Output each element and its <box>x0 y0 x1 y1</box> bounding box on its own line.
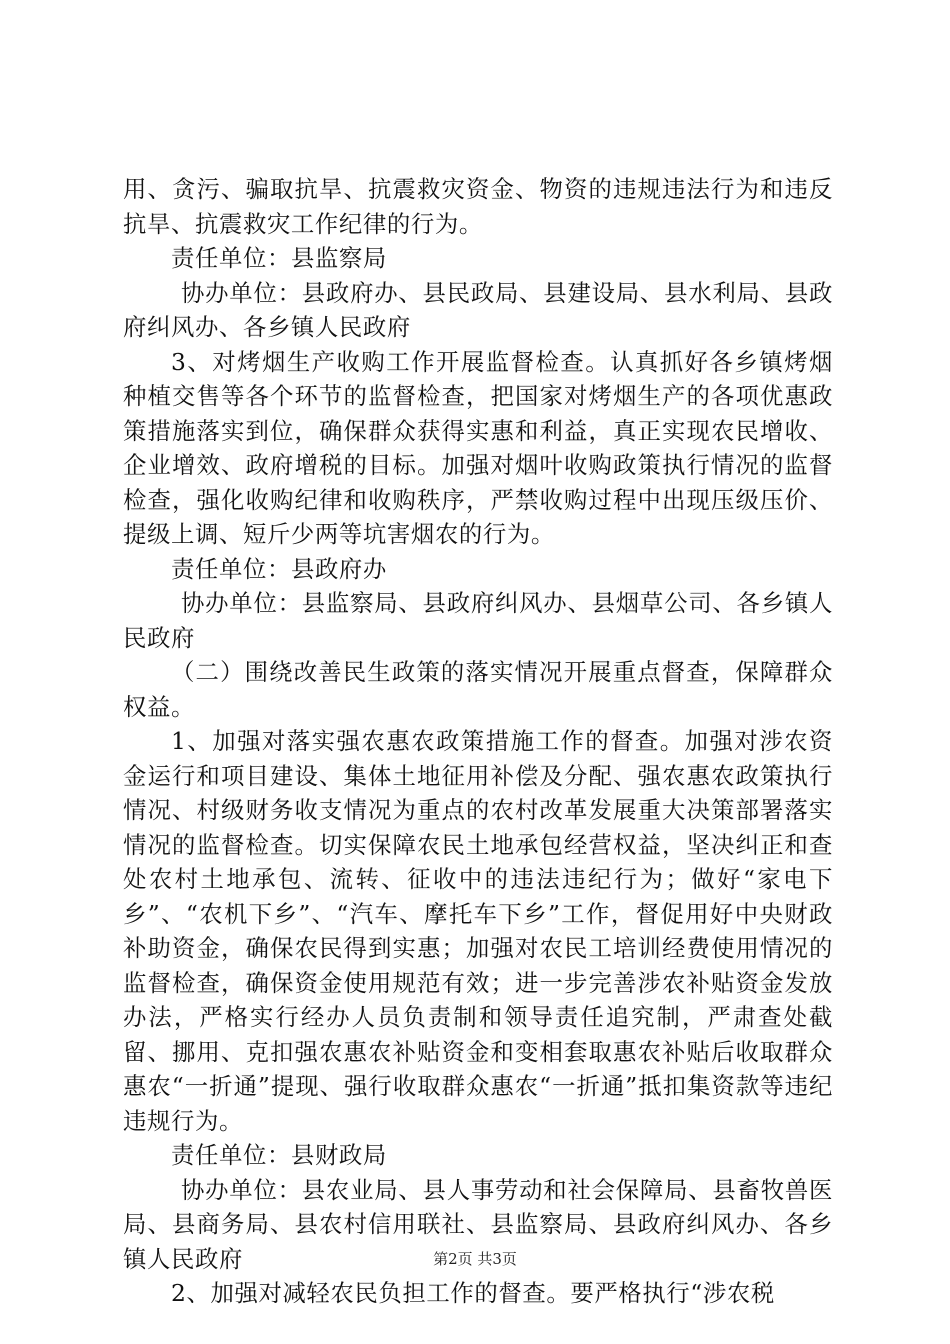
responsible-unit-finance-bureau: 责任单位：县财政局 <box>171 1141 387 1169</box>
paragraph-tobacco-procurement: 3、对烤烟生产收购工作开展监督检查。认真抓好各乡镇烤烟种植交售等各个环节的监督检查，把国家对烤烟生产的各项优惠政策措施落实到位，确保群众获得实惠和利益，真正实现农民增收、企业增效、政府增税的目标。加强对烟叶收购政策执行情况的监督检查，强化收购纪律和收购秩序，严禁收购过程中出现压级压价、提级上调、短斤少两等坑害烟农的行为。 <box>123 347 833 548</box>
assisting-units-disaster-relief: 协办单位：县政府办、县民政局、县建设局、县水利局、县政府纠风办、各乡镇人民政府 <box>123 278 833 341</box>
responsible-unit-county-government-office: 责任单位：县政府办 <box>171 554 387 583</box>
paragraph-farmer-burden: 2、加强对减轻农民负担工作的督查。要严格执行“涉农税 <box>171 1279 775 1307</box>
responsible-unit-supervision-bureau: 责任单位：县监察局 <box>171 244 387 272</box>
assisting-units-tobacco: 协办单位：县监察局、县政府纠风办、县烟草公司、各乡镇人民政府 <box>123 589 833 652</box>
document-body <box>123 172 833 1311</box>
paragraph-violation-continuation: 用、贪污、骗取抗旱、抗震救灾资金、物资的违规违法行为和违反抗旱、抗震救灾工作纪律的行为。 <box>123 175 833 238</box>
page-number-footer: 第2页 共3页 <box>433 1250 517 1268</box>
assisting-units-agriculture: 协办单位：县农业局、县人事劳动和社会保障局、县畜牧兽医局、县商务局、县农村信用联社、县监察局、县政府纠风办、各乡镇人民政府 <box>123 1175 833 1273</box>
section-heading-livelihood: （二）围绕改善民生政策的落实情况开展重点督查，保障群众权益。 <box>123 658 833 721</box>
paragraph-agricultural-policy: 1、加强对落实强农惠农政策措施工作的督查。加强对涉农资金运行和项目建设、集体土地征用补偿及分配、强农惠农政策执行情况、村级财务收支情况为重点的农村改革发展重大决策部署落实情况的监督检查。切实保障农民土地承包经营权益，坚决纠正和查处农村土地承包、流转、征收中的违法违纪行为；做好“家电下乡”、“农机下乡”、“汽车、摩托车下乡”工作，督促用好中央财政补助资金，确保农民得到实惠；加强对农民工培训经费使用情况的监督检查，确保资金使用规范有效；进一步完善涉农补贴资金发放办法，严格实行经办人员负责制和领导责任追究制，严肃查处截留、挪用、克扣强农惠农补贴资金和变相套取惠农补贴后收取群众惠农“一折通”提现、强行收取群众惠农“一折通”抵扣集资款等违纪违规行为。 <box>123 727 833 1135</box>
